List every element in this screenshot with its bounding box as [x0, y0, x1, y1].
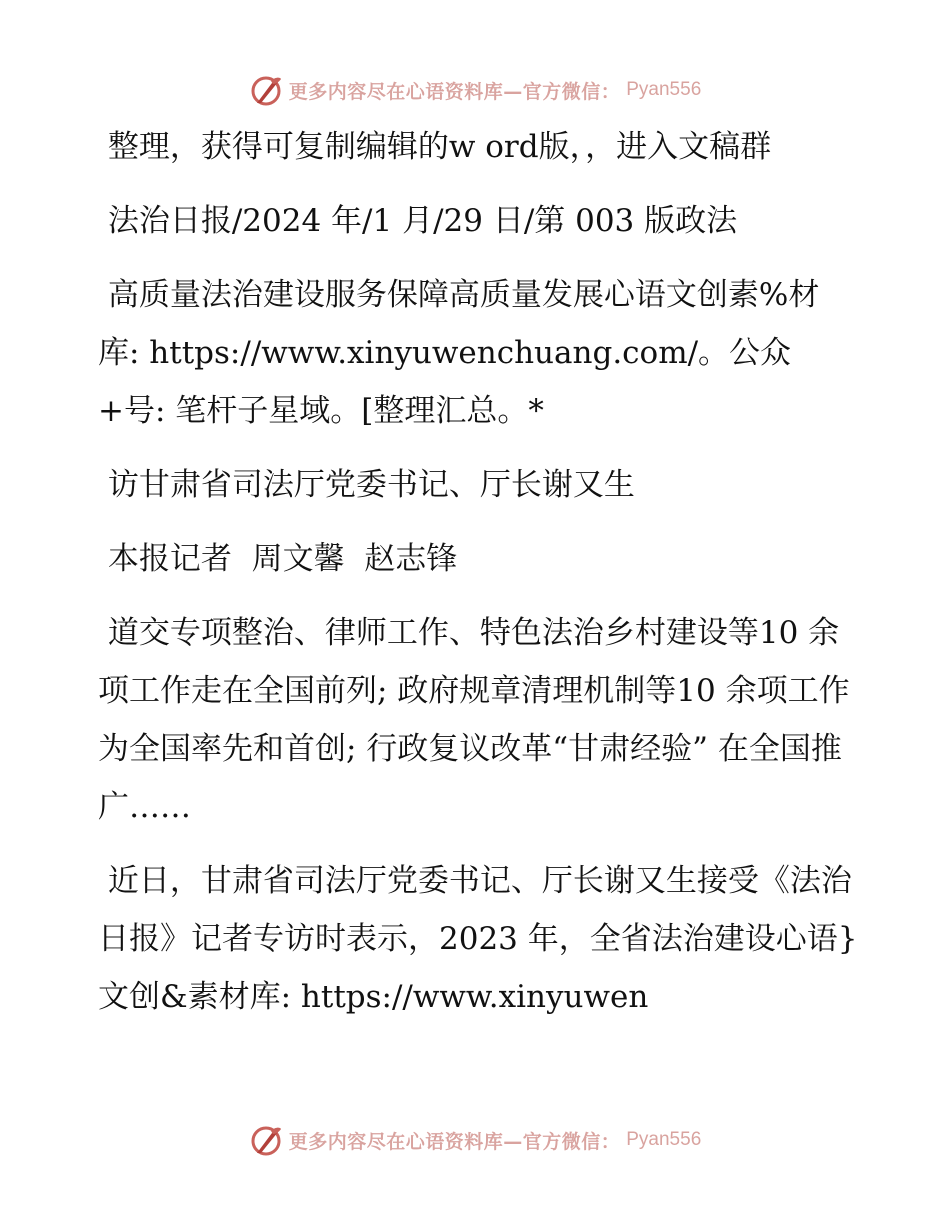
paragraph-headline: 高质量法治建设服务保障高质量发展心语文创素%材库: https://www.xinyuwenchuang.com/。公众+号: 笔杆子星域。[整理汇总。* [98, 277, 820, 429]
paragraph-byline: 本报记者 周文馨 赵志锋 [98, 541, 458, 577]
watermark-handle: Pyan556 [626, 79, 702, 100]
watermark-text: 更多内容尽在心语资料库—官方微信： [288, 1130, 621, 1153]
footer-watermark [0, 1120, 950, 1160]
paragraph-body: 近日，甘肃省司法厅党委书记、厅长谢又生接受《法治日报》记者专访时表示，2023 年，全省法治建设心语}文创&素材库: https://www.xinyuwen [98, 863, 858, 1015]
watermark-handle: Pyan556 [626, 1129, 702, 1150]
document-body [98, 118, 858, 1042]
quill-pen-circle-icon [249, 1123, 283, 1157]
header-watermark [0, 70, 950, 110]
quill-pen-circle-icon [249, 73, 283, 107]
paragraph-source: 法治日报/2024 年/1 月/29 日/第 003 版政法 [98, 203, 738, 239]
paragraph-lead: 道交专项整治、律师工作、特色法治乡村建设等10 余项工作走在全国前列; 政府规章清理机制等10 余项工作为全国率先和首创; 行政复议改革“甘肃经验” 在全国推广…… [98, 615, 850, 825]
paragraph-intro: 整理，获得可复制编辑的w ord版，，进入文稿群 [98, 129, 772, 165]
watermark-text: 更多内容尽在心语资料库—官方微信： [288, 80, 621, 103]
paragraph-subtitle: 访甘肃省司法厅党委书记、厅长谢又生 [98, 467, 635, 503]
